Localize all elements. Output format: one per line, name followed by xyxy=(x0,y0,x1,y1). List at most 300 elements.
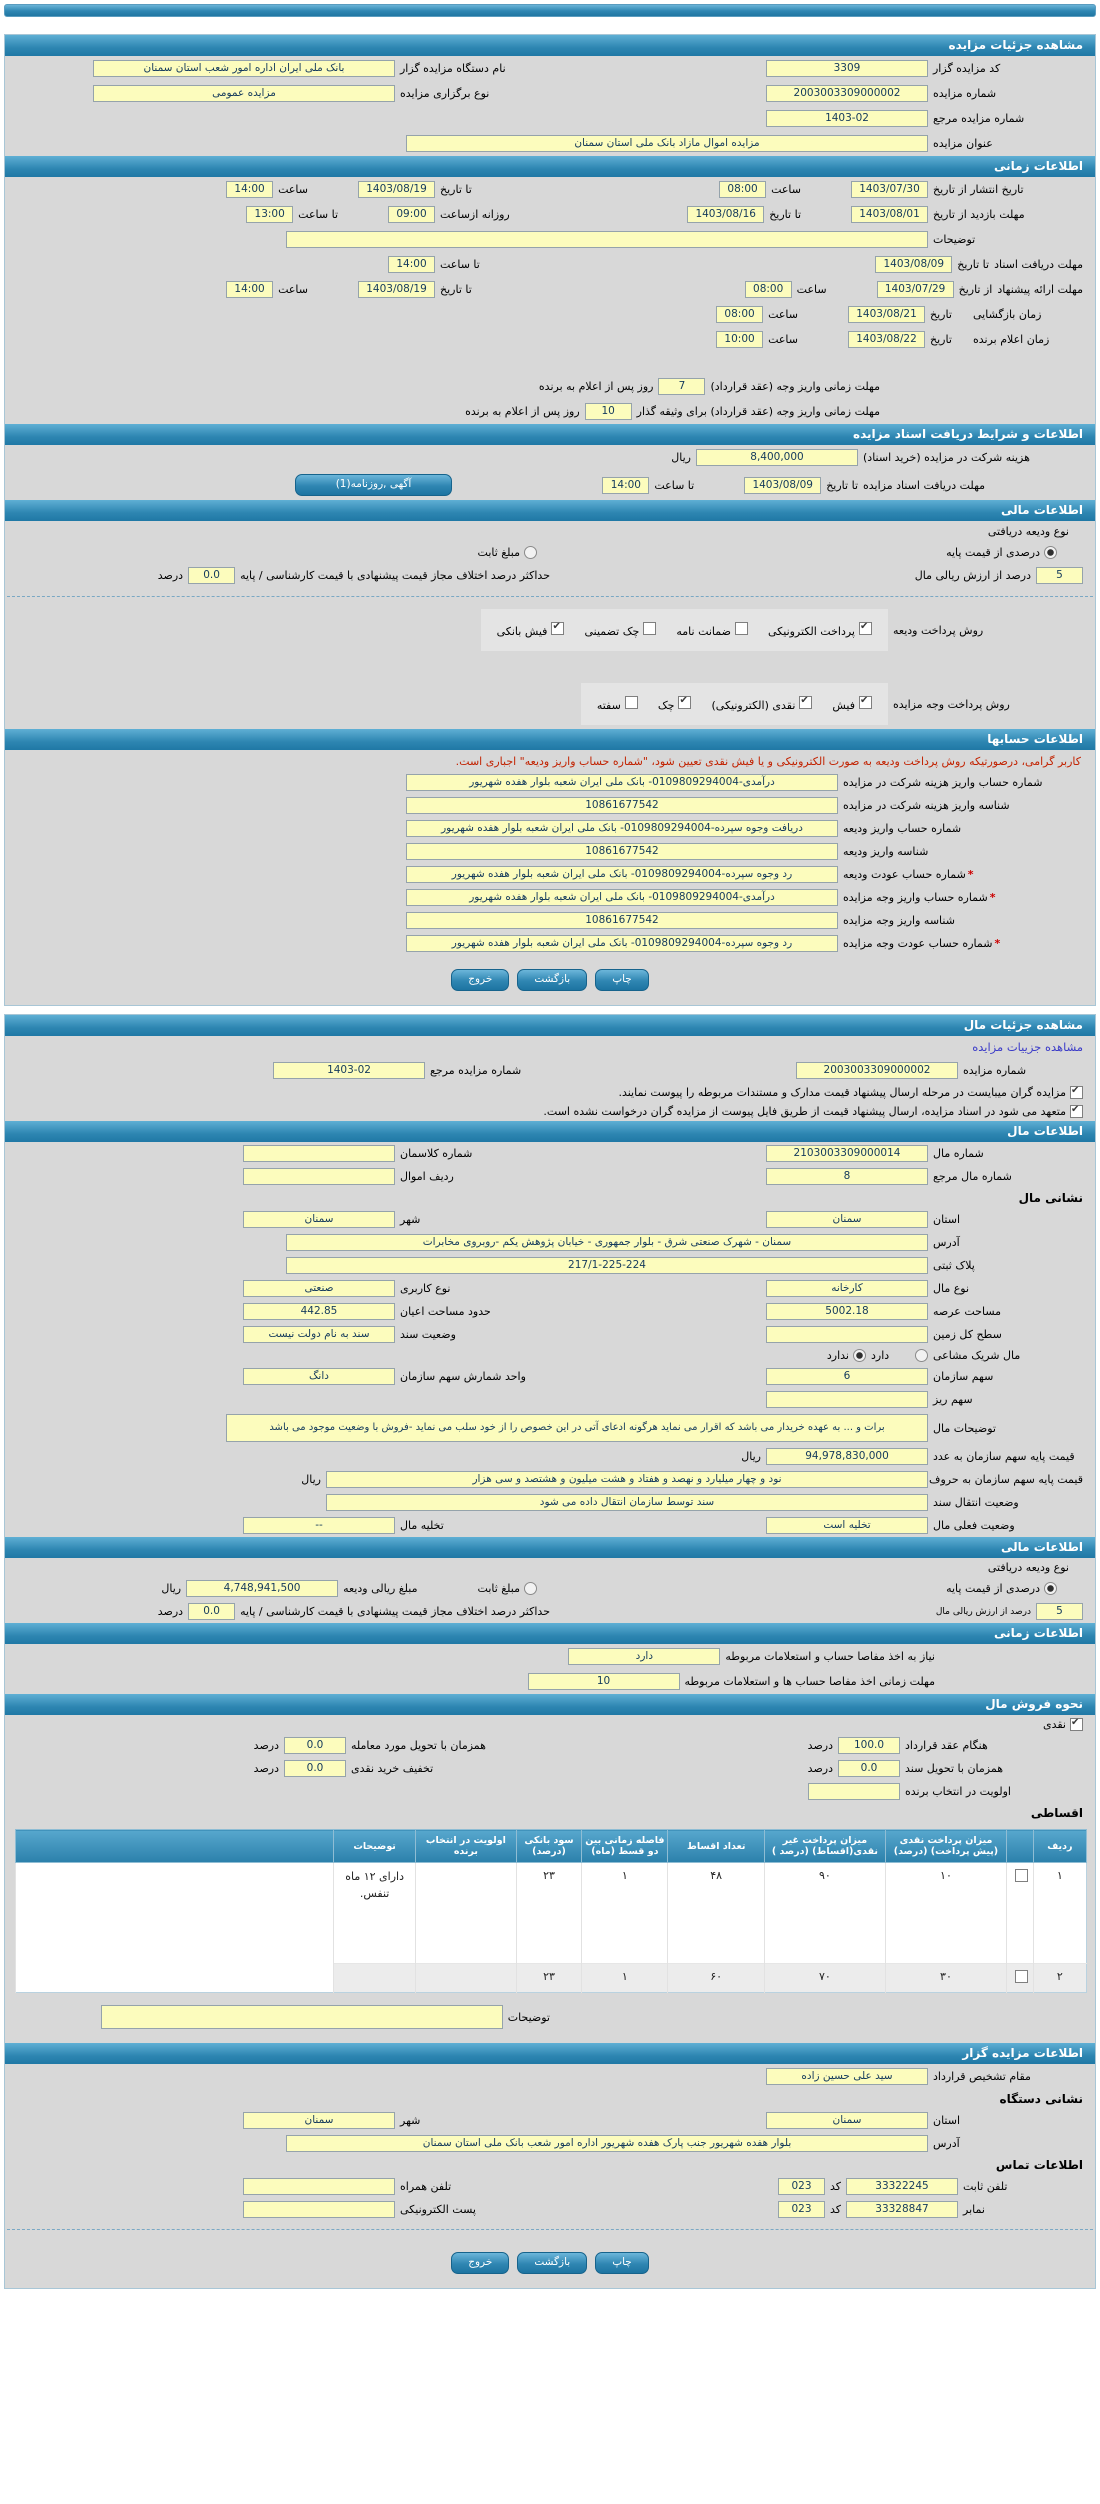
cell-noncash-percent: ۷۰ xyxy=(764,1964,885,1993)
cash-sale-label: نقدی xyxy=(1042,1718,1066,1731)
province-label: استان xyxy=(933,1213,961,1226)
col-installment-count: تعداد اقساط xyxy=(668,1830,764,1863)
at-delivery-label: همزمان با تحویل مورد معامله xyxy=(351,1739,486,1752)
publish-from-field[interactable]: 1403/07/30 xyxy=(851,181,928,198)
publish-label: تاریخ انتشار از تاریخ xyxy=(933,183,1024,196)
shared-no-radio[interactable] xyxy=(853,1349,866,1362)
promissory-note-label: سفته xyxy=(596,699,621,712)
col-row-number: ردیف xyxy=(1033,1830,1086,1863)
account-row-field[interactable]: رد وجوه سپرده-0109809294004- بانک ملی ایران شعبه بلوار هفده شهریور xyxy=(406,866,838,883)
asset-type-label: نوع مال xyxy=(933,1282,970,1295)
auction-title-field[interactable]: مزایده اموال مازاد بانک ملی استان سمنان xyxy=(406,135,928,152)
row-sale-percents-1 xyxy=(5,1734,1095,1757)
ref-no-field-2[interactable]: 1403-02 xyxy=(273,1062,425,1079)
fax-field[interactable]: 33328847 xyxy=(846,2201,958,2218)
auction-no-field[interactable]: 2003003309000002 xyxy=(766,85,928,102)
sub-share-label: سهم ریز xyxy=(933,1393,973,1406)
account-row-field[interactable]: دریافت وجوه سپرده-0109809294004- بانک ملی ایران شعبه بلوار هفده شهریور xyxy=(406,820,838,837)
offer-label: مهلت ارائه پیشنهاد xyxy=(997,283,1083,296)
panel1-button-row xyxy=(5,955,1095,999)
auction-details-header: مشاهده جزئیات مزایده xyxy=(5,35,1095,56)
row-asset-plate xyxy=(5,1254,1095,1277)
installment-table xyxy=(15,1829,1087,1993)
from-date-label: از تاریخ xyxy=(958,283,993,296)
cell-bank-interest: ۲۳ xyxy=(516,1964,582,1993)
deed-transfer-field[interactable]: سند توسط سازمان انتقال داده می شود xyxy=(326,1494,928,1511)
org-share-field[interactable]: 6 xyxy=(766,1368,928,1385)
email-label: پست الکترونیکی xyxy=(400,2203,476,2216)
account-row-label: شماره حساب واریز هزینه شرکت در مزایده xyxy=(843,776,1043,789)
publish-to-hour-field[interactable]: 14:00 xyxy=(226,181,273,198)
docs-receive-date-field[interactable]: 1403/08/09 xyxy=(744,477,821,494)
to-date-label: تا تاریخ xyxy=(769,208,801,221)
classification-no-field[interactable] xyxy=(243,1145,395,1162)
clearance-need-label: نیاز به اخذ مفاصا حساب و استعلامات مربوطه xyxy=(725,1650,935,1663)
financial-header-2: اطلاعات مالی xyxy=(5,1537,1095,1558)
row-asset-desc xyxy=(5,1411,1095,1445)
asset-desc-field[interactable]: برات و ... به عهده خریدار می باشد که اقرار می نماید هرگونه ادعای آتی در این خصوص را از خود سلب می نماید -فروش با وضعیت موجود می باشد xyxy=(226,1414,928,1442)
winner-hour-field[interactable]: 10:00 xyxy=(716,331,763,348)
deposit-pay-method-box xyxy=(481,609,888,651)
publish-to-field[interactable]: 1403/08/19 xyxy=(358,181,435,198)
cell-installment-count: ۴۸ xyxy=(668,1863,764,1964)
total-land-field[interactable] xyxy=(766,1326,928,1343)
visit-from-field[interactable]: 1403/08/01 xyxy=(851,206,928,223)
share-unit-field[interactable]: دانگ xyxy=(243,1368,395,1385)
account-row xyxy=(5,771,1095,794)
clearance-deadline-field[interactable]: 10 xyxy=(528,1673,680,1690)
auction-title-label: عنوان مزایده xyxy=(933,137,993,150)
cell-noncash-percent: ۹۰ xyxy=(764,1863,885,1964)
payment-deadline-1-field[interactable]: 7 xyxy=(658,378,705,395)
account-row-label: *شماره حساب عودت ودیعه xyxy=(843,868,974,881)
province-label: استان xyxy=(933,2114,961,2127)
row-base-price-number xyxy=(5,1445,1095,1468)
ref-no-label: شماره مزایده مرجع xyxy=(933,112,1025,125)
row-clearance-deadline xyxy=(5,1669,1095,1694)
required-asterisk: * xyxy=(967,868,974,881)
visit-to-field[interactable]: 1403/08/16 xyxy=(687,206,764,223)
account-row-label: شناسه واریز هزینه شرکت در مزایده xyxy=(843,799,1010,812)
opening-date-field[interactable]: 1403/08/21 xyxy=(848,306,925,323)
sale-desc-field[interactable] xyxy=(101,2005,503,2029)
percent-label: درصد xyxy=(807,1739,833,1752)
asset-info-header: اطلاعات مال xyxy=(5,1121,1095,1142)
row-land-deed xyxy=(5,1323,1095,1346)
account-row-field[interactable]: رد وجوه سپرده-0109809294004- بانک ملی ایران شعبه بلوار هفده شهریور xyxy=(406,935,838,952)
deed-status-field[interactable]: سند به نام دولت نیست xyxy=(243,1326,395,1343)
col-select xyxy=(1006,1830,1033,1863)
docs-to-hour-field[interactable]: 14:00 xyxy=(388,256,435,273)
guarantee-checkbox[interactable] xyxy=(735,622,748,635)
col-cash-percent: میزان پرداخت نقدی (پیش پرداخت) (درصد) xyxy=(885,1830,1006,1863)
cash-electronic-label: نقدی (الکترونیکی) xyxy=(711,699,796,712)
promissory-note-checkbox[interactable] xyxy=(625,696,638,709)
row-auction-no-type xyxy=(5,81,1095,106)
row-cash-sale xyxy=(5,1715,1095,1734)
registry-plate-field[interactable]: 217/1-225-224 xyxy=(286,1257,928,1274)
accounts-note: کاربر گرامی، درصورتیکه روش پرداخت ودیعه به صورت الکترونیکی و یا فیش نقدی تعیین شود، "شماره حساب واریز ودیعه" اجباری است. xyxy=(455,755,1081,768)
base-price-number-field[interactable]: 94,978,830,000 xyxy=(766,1448,928,1465)
cash-sale-checkbox[interactable] xyxy=(1070,1718,1083,1731)
organizer-province-field[interactable]: سمنان xyxy=(766,2112,928,2129)
base-price-words-field[interactable]: نود و چهار میلیارد و نهصد و هفتاد و هشت میلیون و هشتصد و سی هزار xyxy=(326,1471,928,1488)
row-publish xyxy=(5,177,1095,202)
base-price-number-label: قیمت پایه سهم سازمان به عدد xyxy=(933,1450,1075,1463)
docs-receive-hour-field[interactable]: 14:00 xyxy=(602,477,649,494)
percent-label: درصد xyxy=(157,569,184,582)
row-area xyxy=(5,1300,1095,1323)
back-button[interactable]: بازگشت xyxy=(517,2252,587,2274)
organizer-address-header: نشانی دستگاه xyxy=(999,2092,1083,2106)
hour-label: ساعت xyxy=(278,283,308,296)
land-area-label: مساحت عرصه xyxy=(933,1305,1002,1318)
asset-province-field[interactable]: سمنان xyxy=(766,1211,928,1228)
col-installment-gap: فاصله زمانی بین دو قسط (ماه) xyxy=(582,1830,668,1863)
row-asset-ref xyxy=(5,1165,1095,1188)
row-contract-authority xyxy=(5,2064,1095,2089)
current-status-field[interactable]: تخلیه است xyxy=(766,1517,928,1534)
row-sale-desc xyxy=(5,2001,1095,2033)
row-auction-no-ref-2 xyxy=(5,1058,1095,1083)
cell-installment-gap: ۱ xyxy=(582,1964,668,1993)
ref-no-field[interactable]: 1403-02 xyxy=(766,110,928,127)
timing-desc-label: توضیحات xyxy=(933,233,976,246)
offer-to-hour-field[interactable]: 14:00 xyxy=(226,281,273,298)
row-deposit-percent-1 xyxy=(5,563,1095,588)
auction-details-link[interactable]: مشاهده جزییات مزایده xyxy=(972,1040,1083,1054)
row-current-status xyxy=(5,1514,1095,1537)
account-row-label: شناسه واریز وجه مزایده xyxy=(843,914,955,927)
col-bank-interest: سود بانکی (درصد) xyxy=(516,1830,582,1863)
deposit-type-label: نوع ودیعه دریافتی xyxy=(987,525,1069,538)
participation-fee-field[interactable]: 8,400,000 xyxy=(696,449,858,466)
account-row xyxy=(5,863,1095,886)
exit-button[interactable]: خروج xyxy=(451,969,509,991)
row-visit xyxy=(5,202,1095,227)
rial-label: ریال xyxy=(741,1450,761,1463)
attachment-note-2-checkbox[interactable] xyxy=(1070,1105,1083,1118)
clearance-need-field[interactable]: دارد xyxy=(568,1648,720,1665)
row-auction-details-link xyxy=(5,1036,1095,1058)
timing-header: اطلاعات زمانی xyxy=(5,156,1095,177)
auction-amount-pay-method-box xyxy=(581,683,888,725)
fax-label: نمابر xyxy=(963,2203,985,2216)
attachment-note-1-checkbox[interactable] xyxy=(1070,1086,1083,1099)
row-payment-deadline-2 xyxy=(5,399,1095,424)
asset-ref-field[interactable]: 8 xyxy=(766,1168,928,1185)
sub-share-field[interactable] xyxy=(766,1391,928,1408)
deposit-percent-label: درصد از ارزش ریالی مال xyxy=(914,569,1031,582)
receipt-checkbox[interactable] xyxy=(859,696,872,709)
print-button[interactable]: چاپ xyxy=(595,2252,649,2274)
receipt-label: فیش xyxy=(832,699,855,712)
code-label: کد xyxy=(829,2180,841,2193)
address-label: آدرس xyxy=(933,2137,960,2150)
fixed-amount-label: مبلغ ثابت xyxy=(477,546,520,559)
row-organizer-province-city xyxy=(5,2109,1095,2132)
check-label: چک xyxy=(657,699,675,712)
auction-no-field-2[interactable]: 2003003309000002 xyxy=(796,1062,958,1079)
account-row xyxy=(5,909,1095,932)
publish-from-hour-field[interactable]: 08:00 xyxy=(719,181,766,198)
required-asterisk: * xyxy=(989,891,996,904)
col-blank xyxy=(16,1830,334,1863)
visit-from-hour-field[interactable]: 09:00 xyxy=(388,206,435,223)
row-deposit-percent-2 xyxy=(5,1600,1095,1623)
asset-details-panel xyxy=(4,1014,1096,2289)
asset-ref-label: شماره مال مرجع xyxy=(933,1170,1012,1183)
auction-type-field[interactable]: مزایده عمومی xyxy=(93,85,395,102)
col-winner-priority: اولویت در انتخاب برنده xyxy=(416,1830,517,1863)
to-date-label: تا تاریخ xyxy=(440,183,472,196)
docs-to-field[interactable]: 1403/08/09 xyxy=(875,256,952,273)
shared-ownership-label: مال شریک مشاعی xyxy=(933,1349,1021,1362)
row-asset-no xyxy=(5,1142,1095,1165)
fixed-amount-radio-2[interactable] xyxy=(524,1582,537,1595)
back-button[interactable]: بازگشت xyxy=(517,969,587,991)
org-name-field[interactable]: بانک ملی ایران اداره امور شعب استان سمنان xyxy=(93,60,395,77)
at-contract-field[interactable]: 100.0 xyxy=(838,1737,900,1754)
max-diff-field-2[interactable]: 0.0 xyxy=(188,1603,235,1620)
hour-label: ساعت xyxy=(771,183,801,196)
opening-label: زمان بازگشایی xyxy=(973,308,1042,321)
winner-date-field[interactable]: 1403/08/22 xyxy=(848,331,925,348)
bidder-code-label: کد مزایده گزار xyxy=(933,62,1001,75)
offer-from-hour-field[interactable]: 08:00 xyxy=(745,281,792,298)
share-unit-label: واحد شمارش سهم سازمان xyxy=(400,1370,526,1383)
auction-type-label: نوع برگزاری مزایده xyxy=(400,87,490,100)
deposit-amount-field[interactable]: 4,748,941,500 xyxy=(186,1580,338,1597)
organizer-city-field[interactable]: سمنان xyxy=(243,2112,395,2129)
row-bidder-code-org xyxy=(5,56,1095,81)
fax-code-field[interactable]: 023 xyxy=(778,2201,825,2218)
ref-no-label-2: شماره مزایده مرجع xyxy=(430,1064,522,1077)
required-asterisk: * xyxy=(994,937,1001,950)
phone-field[interactable]: 33322245 xyxy=(846,2178,958,2195)
cell-winner-priority xyxy=(416,1964,517,1993)
row-asset-address xyxy=(5,1231,1095,1254)
deposit-type-label-2: نوع ودیعه دریافتی xyxy=(987,1561,1069,1574)
row-deposit-type-1 xyxy=(5,521,1095,542)
winner-label: زمان اعلام برنده xyxy=(973,333,1050,346)
hour-label: ساعت xyxy=(278,183,308,196)
contract-authority-field[interactable]: سید علی حسین زاده xyxy=(766,2068,928,2085)
deposit-pay-method-label: روش پرداخت ودیعه xyxy=(893,623,984,637)
top-blue-strip xyxy=(4,4,1096,17)
page xyxy=(0,4,1100,2289)
organ izer-address-field[interactable]: بلوار هفده شهریور جنب پارک هفده شهریور اداره امور شعب بانک ملی استان سمنان xyxy=(286,2135,928,2152)
payment-deadline-2-field[interactable]: 10 xyxy=(585,403,632,420)
fixed-amount-radio[interactable] xyxy=(524,546,537,559)
clearance-deadline-label: مهلت زمانی اخذ مفاصا حساب ها و استعلامات مربوطه xyxy=(684,1675,935,1688)
electronic-payment-checkbox[interactable] xyxy=(859,622,872,635)
row-attachment-note-1 xyxy=(5,1083,1095,1102)
row-asset-type-usage xyxy=(5,1277,1095,1300)
after-winner-label: روز پس از اعلام به برنده xyxy=(538,380,654,393)
installment-row-checkbox[interactable] xyxy=(1015,1970,1028,1983)
shared-yes-radio[interactable] xyxy=(915,1349,928,1362)
timing-desc-field[interactable] xyxy=(286,231,928,248)
sale-method-header: نحوه فروش مال xyxy=(5,1694,1095,1715)
row-fax xyxy=(5,2198,1095,2221)
installment-table-header-row xyxy=(16,1830,1087,1863)
at-delivery-field[interactable]: 0.0 xyxy=(284,1737,346,1754)
hour-label: ساعت xyxy=(796,283,827,296)
row-deposit-pay-method xyxy=(5,605,1095,655)
to-hour-label: تا ساعت xyxy=(654,478,695,492)
installment-label: اقساطی xyxy=(1030,1806,1083,1820)
offer-to-field[interactable]: 1403/08/19 xyxy=(358,281,435,298)
building-area-field[interactable]: 442.85 xyxy=(243,1303,395,1320)
daily-from-hour-label: روزانه ازساعت xyxy=(440,208,510,221)
cell-blank xyxy=(16,1863,334,1993)
asset-address-header: نشانی مال xyxy=(1018,1191,1083,1205)
row-base-price-words xyxy=(5,1468,1095,1491)
percent-label: درصد xyxy=(157,1605,184,1618)
max-diff-label-2: حداکثر درصد اختلاف مجاز قیمت پیشنهادی با قیمت کارشناسی / پایه xyxy=(240,1605,550,1618)
exit-button[interactable]: خروج xyxy=(451,2252,509,2274)
city-label: شهر xyxy=(400,2114,421,2127)
fixed-amount-label-2: مبلغ ثابت xyxy=(477,1582,520,1595)
separator xyxy=(7,596,1093,597)
code-label: کد xyxy=(829,2203,841,2216)
percent-of-base-radio-2[interactable] xyxy=(1044,1582,1057,1595)
account-row-field[interactable]: 10861677542 xyxy=(406,912,838,929)
at-contract-label: هنگام عقد قرارداد xyxy=(905,1739,988,1752)
asset-desc-label: توضیحات مال xyxy=(933,1421,996,1435)
docs-deadline-label: مهلت دریافت اسناد xyxy=(994,258,1083,271)
certified-check-label: چک تضمینی xyxy=(584,625,640,638)
org-share-label: سهم سازمان xyxy=(933,1370,994,1383)
usage-type-label: نوع کاربری xyxy=(400,1282,451,1295)
cell-row-number: ۲ xyxy=(1033,1964,1086,1993)
offer-from-field[interactable]: 1403/07/29 xyxy=(877,281,954,298)
cell-row-number: ۱ xyxy=(1033,1863,1086,1964)
row-winner xyxy=(5,327,1095,352)
bank-receipt-checkbox[interactable] xyxy=(551,622,564,635)
usage-type-field[interactable]: صنعتی xyxy=(243,1280,395,1297)
address-label: آدرس xyxy=(933,1236,960,1249)
payment-deadline-2-label: مهلت زمانی واریز وجه (عقد قرارداد) برای وثیقه گذار xyxy=(636,405,880,418)
account-row-field[interactable]: درآمدی-0109809294004- بانک ملی ایران شعبه بلوار هفده شهریور xyxy=(406,774,838,791)
row-sale-percents-2 xyxy=(5,1757,1095,1780)
account-row xyxy=(5,817,1095,840)
row-shared-ownership xyxy=(5,1346,1095,1365)
installment-row-checkbox[interactable] xyxy=(1015,1869,1028,1882)
row-deposit-type-options-1 xyxy=(5,542,1095,563)
to-hour-label: تا ساعت xyxy=(440,258,480,271)
total-land-label: سطح کل زمین xyxy=(933,1328,1002,1341)
certified-check-checkbox[interactable] xyxy=(643,622,656,635)
separator xyxy=(7,2229,1093,2230)
asset-address-field[interactable]: سمنان - شهرک صنعتی شرق - بلوار جمهوری - خیابان پژوهش یکم -روبروی مخابرات xyxy=(286,1234,928,1251)
docs-terms-header: اطلاعات و شرایط دریافت اسناد مزایده xyxy=(5,424,1095,445)
mobile-field[interactable] xyxy=(243,2178,395,2195)
organizer-header: اطلاعات مزایده گزار xyxy=(5,2043,1095,2064)
asset-row-field[interactable] xyxy=(243,1168,395,1185)
auction-amount-pay-method-label: روش پرداخت وجه مزایده xyxy=(893,697,1010,711)
row-org-share xyxy=(5,1365,1095,1388)
asset-type-field[interactable]: کارخانه xyxy=(766,1280,928,1297)
max-diff-label: حداکثر درصد اختلاف مجاز قیمت پیشنهادی با قیمت کارشناسی / پایه xyxy=(240,569,550,582)
row-deposit-type-2 xyxy=(5,1558,1095,1577)
row-payment-deadline-1 xyxy=(5,374,1095,399)
deposit-percent-field-2[interactable]: 5 xyxy=(1036,1603,1083,1620)
deed-status-label: وضعیت سند xyxy=(400,1328,456,1341)
percent-of-base-label-2: درصدی از قیمت پایه xyxy=(946,1582,1040,1595)
account-row-field[interactable]: 10861677542 xyxy=(406,843,838,860)
row-offer xyxy=(5,277,1095,302)
row-opening xyxy=(5,302,1095,327)
installment-row xyxy=(16,1863,1087,1964)
row-deposit-type-options-2 xyxy=(5,1577,1095,1600)
email-field[interactable] xyxy=(243,2201,395,2218)
deposit-percent-field[interactable]: 5 xyxy=(1036,567,1083,584)
winner-priority-label: اولویت در انتخاب برنده xyxy=(905,1785,1011,1798)
auction-details-panel xyxy=(4,34,1096,1006)
deed-transfer-label: وضعیت انتقال سند xyxy=(933,1496,1019,1509)
cell-bank-interest: ۲۳ xyxy=(516,1863,582,1964)
print-button[interactable]: چاپ xyxy=(595,969,649,991)
percent-of-base-label: درصدی از قیمت پایه xyxy=(946,546,1040,559)
cell-installment-gap: ۱ xyxy=(582,1863,668,1964)
registry-plate-label: پلاک ثبتی xyxy=(933,1259,975,1272)
bank-receipt-label: فیش بانکی xyxy=(496,625,548,638)
newspaper-ad-button[interactable]: آگهی ,روزنامه(1) xyxy=(295,474,453,496)
visit-to-hour-field[interactable]: 13:00 xyxy=(246,206,293,223)
row-deed-transfer xyxy=(5,1491,1095,1514)
current-status-label: وضعیت فعلی مال xyxy=(933,1519,1015,1532)
after-winner-label: روز پس از اعلام به برنده xyxy=(465,405,580,418)
account-row-label: شناسه واریز ودیعه xyxy=(843,845,929,858)
deposit-percent-label-2: درصد از ارزش ریالی مال xyxy=(935,1606,1031,1617)
at-deed-field[interactable]: 0.0 xyxy=(838,1760,900,1777)
bidder-code-field[interactable]: 3309 xyxy=(766,60,928,77)
row-docs-receive-deadline xyxy=(5,470,1095,500)
asset-city-field[interactable]: سمنان xyxy=(243,1211,395,1228)
max-diff-field[interactable]: 0.0 xyxy=(188,567,235,584)
phone-label: تلفن ثابت xyxy=(963,2180,1008,2193)
land-area-field[interactable]: 5002.18 xyxy=(766,1303,928,1320)
asset-no-field[interactable]: 2103003309000014 xyxy=(766,1145,928,1162)
attachment-note-1-text: مزایده گران میبایست در مرحله ارسال پیشنهاد قیمت مدارک و مستندات مربوطه را پیوست نمایند. xyxy=(618,1086,1066,1099)
cell-notes xyxy=(334,1964,416,1993)
sale-desc-label: توضیحات xyxy=(507,2010,550,2024)
phone-code-field[interactable]: 023 xyxy=(778,2178,825,2195)
account-row xyxy=(5,932,1095,955)
cash-electronic-checkbox[interactable] xyxy=(799,696,812,709)
opening-hour-field[interactable]: 08:00 xyxy=(716,306,763,323)
to-date-label: تا تاریخ xyxy=(826,478,858,492)
hour-label: ساعت xyxy=(768,308,798,321)
cell-cash-percent: ۱۰ xyxy=(885,1863,1006,1964)
guarantee-label: ضمانت نامه xyxy=(676,625,731,638)
cash-discount-field[interactable]: 0.0 xyxy=(284,1760,346,1777)
percent-of-base-radio[interactable] xyxy=(1044,546,1057,559)
account-row-field[interactable]: درآمدی-0109809294004- بانک ملی ایران شعبه بلوار هفده شهریور xyxy=(406,889,838,906)
visit-label: مهلت بازدید از تاریخ xyxy=(933,208,1025,221)
building-area-label: حدود مساحت اعیان xyxy=(400,1305,491,1318)
evacuation-field[interactable]: -- xyxy=(243,1517,395,1534)
check-checkbox[interactable] xyxy=(678,696,691,709)
accounts-header: اطلاعات حسابها xyxy=(5,729,1095,750)
to-date-label: تا تاریخ xyxy=(440,283,472,296)
account-row-field[interactable]: 10861677542 xyxy=(406,797,838,814)
account-row-label: شماره حساب واریز ودیعه xyxy=(843,822,962,835)
winner-priority-field[interactable] xyxy=(808,1783,900,1800)
col-noncash-percent: میزان پرداخت غیر نقدی(اقساط) (درصد ) xyxy=(764,1830,885,1863)
